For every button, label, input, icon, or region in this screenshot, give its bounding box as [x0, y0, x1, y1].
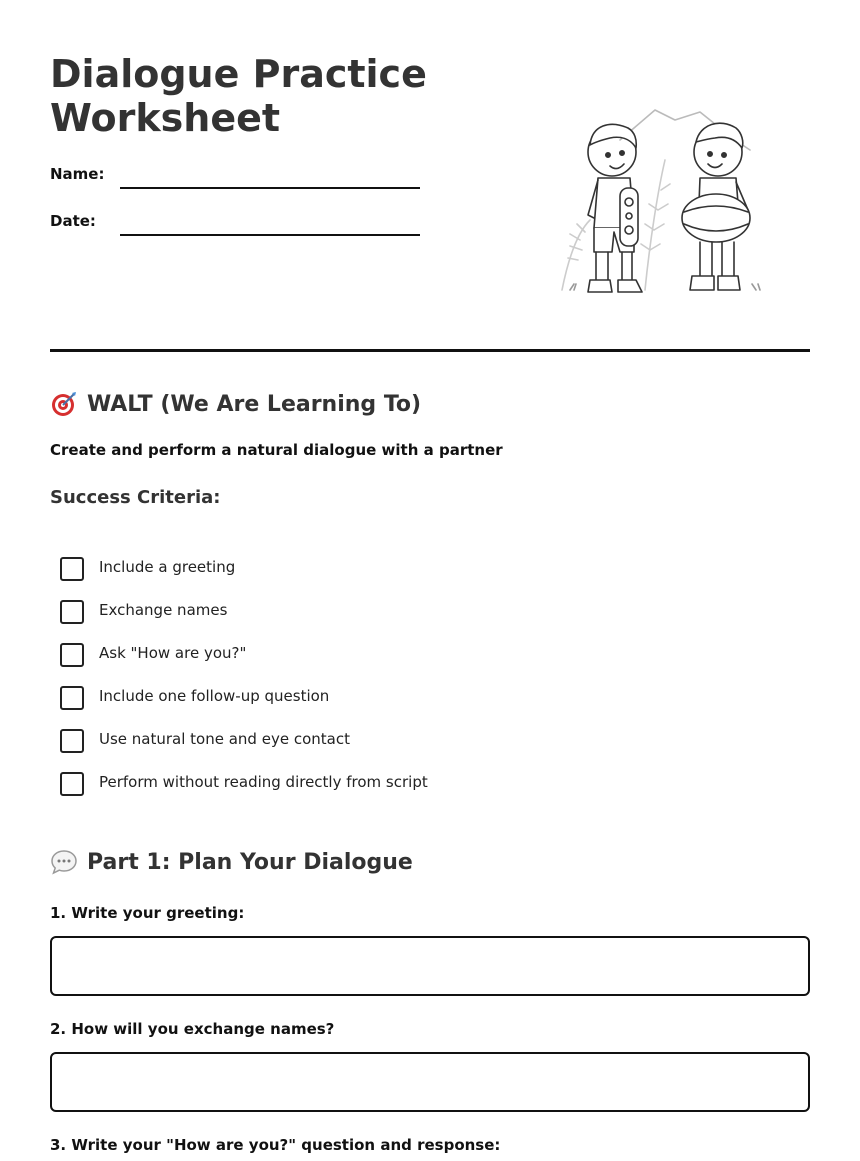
part1-heading [50, 848, 413, 876]
criteria-item [60, 685, 428, 728]
criteria-checkbox[interactable] [60, 557, 84, 581]
walt-heading-text: WALT (We Are Learning To) [87, 391, 422, 417]
name-label: Name: [50, 165, 105, 183]
speech-bubble-icon [50, 848, 78, 876]
date-field[interactable] [120, 234, 420, 236]
greeting-answer-box[interactable] [50, 936, 810, 996]
criteria-label: Include one follow-up question [99, 687, 330, 705]
question-2-label: 2. How will you exchange names? [50, 1020, 335, 1038]
criteria-item [60, 642, 428, 685]
success-criteria-list [60, 556, 428, 814]
criteria-checkbox[interactable] [60, 643, 84, 667]
criteria-checkbox[interactable] [60, 729, 84, 753]
criteria-label: Use natural tone and eye contact [99, 730, 350, 748]
names-answer-box[interactable] [50, 1052, 810, 1112]
question-3-label: 3. Write your "How are you?" question and response: [50, 1136, 501, 1154]
criteria-checkbox[interactable] [60, 772, 84, 796]
criteria-item [60, 771, 428, 814]
criteria-checkbox[interactable] [60, 600, 84, 624]
header-divider [50, 349, 810, 352]
criteria-label: Exchange names [99, 601, 228, 619]
criteria-label: Ask "How are you?" [99, 644, 247, 662]
success-criteria-heading: Success Criteria: [50, 487, 221, 508]
criteria-item [60, 599, 428, 642]
criteria-label: Perform without reading directly from script [99, 773, 428, 791]
criteria-item [60, 556, 428, 599]
two-children-talking-illustration [550, 100, 780, 320]
question-1-label: 1. Write your greeting: [50, 904, 245, 922]
walt-objective: Create and perform a natural dialogue with a partner [50, 441, 503, 459]
criteria-label: Include a greeting [99, 558, 236, 576]
name-field[interactable] [120, 187, 420, 189]
date-label: Date: [50, 212, 96, 230]
target-dart-icon [50, 390, 78, 418]
criteria-checkbox[interactable] [60, 686, 84, 710]
criteria-item [60, 728, 428, 771]
part1-heading-text: Part 1: Plan Your Dialogue [87, 849, 413, 875]
walt-heading [50, 390, 421, 418]
page-title: Dialogue Practice Worksheet [50, 52, 427, 140]
